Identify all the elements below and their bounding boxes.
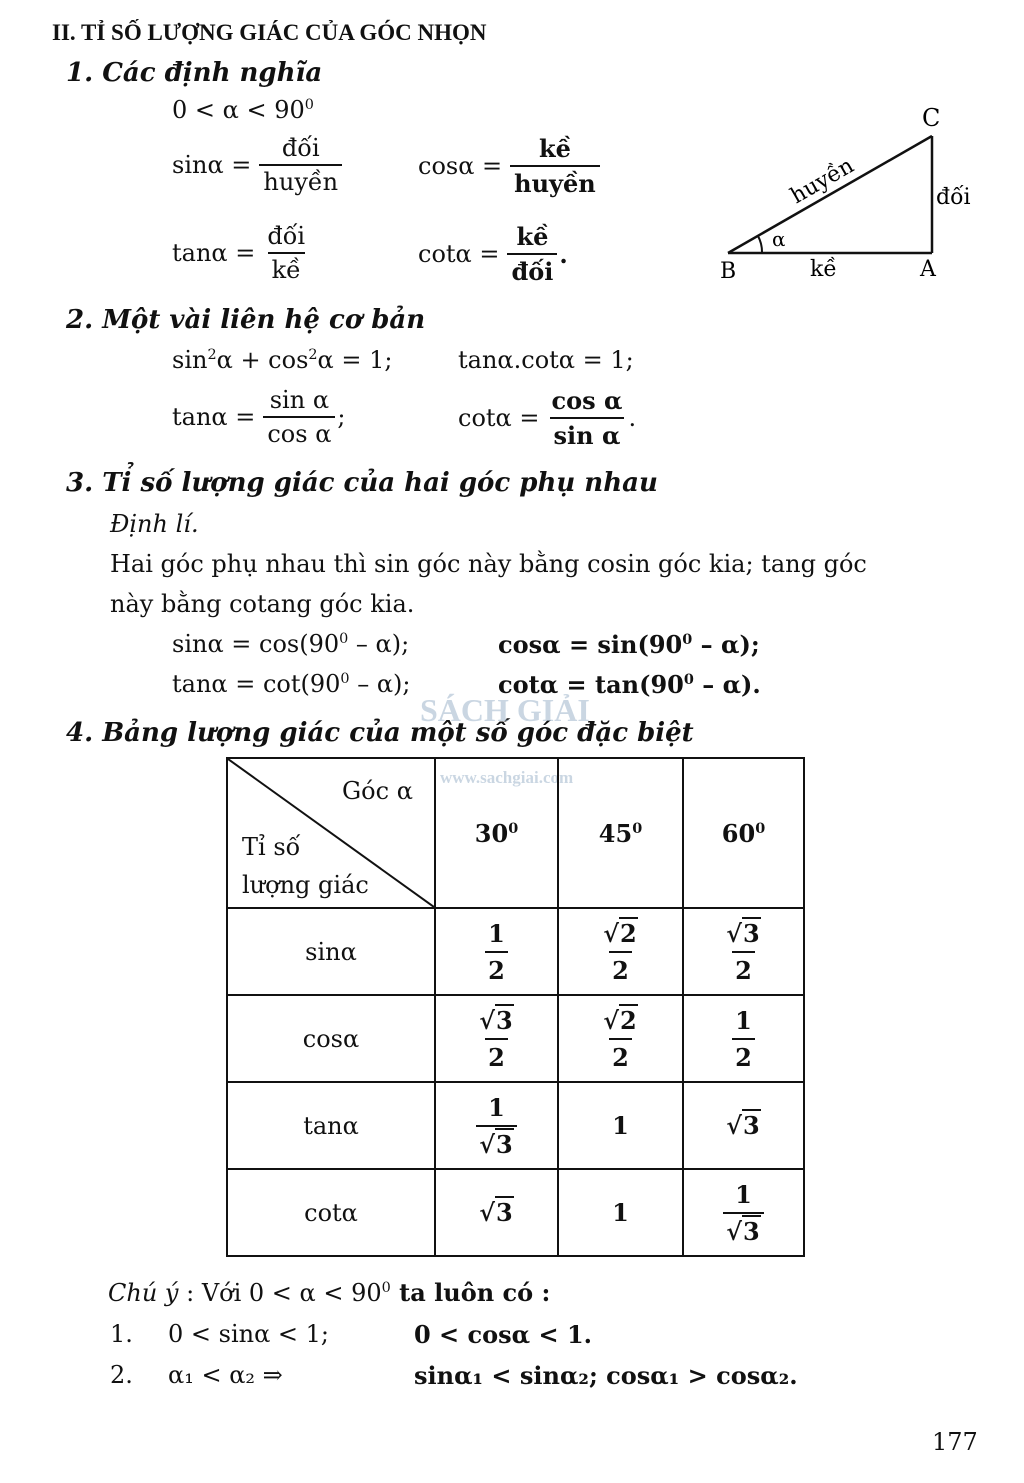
section-title: II. TỈ SỐ LƯỢNG GIÁC CỦA GÓC NHỌN [52, 20, 487, 45]
right-triangle-diagram [700, 100, 990, 300]
note-item-2-premise: α₁ < α₂ ⇒ [168, 1361, 283, 1389]
header-ratio-label-2: lượng giác [242, 871, 369, 899]
table-header-corner [227, 758, 435, 908]
cos-45: $\frac{√2}{2}$ [558, 995, 683, 1082]
cos-30: $\frac{√3}{2}$ [435, 995, 558, 1082]
note-item-1-sin: 0 < sinα < 1; [168, 1320, 330, 1348]
hypotenuse-label: huyền [786, 153, 859, 210]
watermark-url: www.sachgiai.com [440, 768, 574, 787]
header-30: $30^0$ [435, 758, 558, 908]
opposite-label: đối [936, 185, 971, 210]
header-ratio-label-1: Tỉ số [242, 833, 301, 861]
tan-cot-product: tanα.cotα = 1; [458, 346, 634, 374]
cos-definition: cosα = $\frac{\text{kề}}{\text{huyền}}$ [418, 134, 600, 198]
row-label-cos: cosα [227, 995, 435, 1082]
row-label-cot: cotα [227, 1169, 435, 1256]
row-label-sin: sinα [227, 908, 435, 995]
page-number: 177 [932, 1428, 978, 1456]
header-45: $45^0$ [558, 758, 683, 908]
sin-45: $\frac{√2}{2}$ [558, 908, 683, 995]
special-angles-heading: 4. Bảng lượng giác của một số góc đặc biệt [66, 718, 694, 748]
sin-30: $\frac{1}{2}$ [435, 908, 558, 995]
tan-45: 1 [558, 1082, 683, 1169]
angle-range: $0 < \alpha < 90^0$ [172, 96, 314, 124]
cot-complement: $\cot\alpha = \tan(90^0 - \alpha)$. [498, 670, 761, 699]
row-label-tan: tanα [227, 1082, 435, 1169]
table-row [227, 1169, 804, 1256]
pythagorean-identity: $\sin^2\alpha + \cos^2\alpha = 1$; [172, 346, 393, 374]
tan-30: $\frac{1}{√3}$ [435, 1082, 558, 1169]
sin-60: $\frac{√3}{2}$ [683, 908, 804, 995]
alpha-label: α [772, 227, 786, 251]
tan-definition: tanα = $\frac{\text{đối}}{\text{kề}}$ [172, 222, 306, 284]
adjacent-label: kề [810, 257, 837, 282]
vertex-a-label: A [920, 257, 936, 282]
theorem-label: Định lí. [110, 510, 199, 538]
complementary-heading: 3. Tỉ số lượng giác của hai góc phụ nhau [66, 468, 658, 498]
cot-45: 1 [558, 1169, 683, 1256]
note-item-1-number: 1. [110, 1320, 133, 1348]
table-row [227, 908, 804, 995]
table-row [227, 995, 804, 1082]
tan-60: √3 [683, 1082, 804, 1169]
definitions-heading: 1. Các định nghĩa [66, 58, 323, 88]
cot-60: $\frac{1}{√3}$ [683, 1169, 804, 1256]
vertex-c-label: C [922, 104, 941, 132]
table-row [227, 1082, 804, 1169]
cos-60: $\frac{1}{2}$ [683, 995, 804, 1082]
note-line: Chú ý : Với $0 < \alpha < 90^0$ ta luôn có : [108, 1278, 551, 1307]
cot-ratio: cotα = $\frac{\text{cos α}}{\text{sin α}}$ . [458, 386, 637, 450]
tan-complement: $\tan\alpha = \cot(90^0 - \alpha)$; [172, 670, 411, 698]
header-angle-label: Góc α [342, 777, 413, 805]
table-header-row [227, 758, 804, 908]
note-item-2-number: 2. [110, 1361, 133, 1389]
sin-complement: $\sin\alpha = \cos(90^0 - \alpha)$; [172, 630, 410, 658]
special-angles-table [226, 757, 805, 1257]
vertex-b-label: B [720, 259, 737, 284]
note-item-1-cos: 0 < cosα < 1. [414, 1320, 592, 1349]
relations-heading: 2. Một vài liên hệ cơ bản [66, 305, 426, 335]
cos-complement: $\cos\alpha = \sin(90^0 - \alpha)$; [498, 630, 760, 659]
theorem-line-1: Hai góc phụ nhau thì sin góc này bằng cosin góc kia; tang góc [110, 550, 867, 578]
cot-30: √3 [435, 1169, 558, 1256]
sin-definition: sinα = $\frac{\text{đối}}{\text{huyền}}$ [172, 134, 342, 196]
note-item-2-conclusion: sinα₁ < sinα₂; cosα₁ > cosα₂. [414, 1361, 798, 1390]
header-60: $60^0$ [683, 758, 804, 908]
watermark-logo: SÁCH GIẢI [420, 692, 590, 728]
theorem-line-2: này bằng cotang góc kia. [110, 590, 415, 618]
tan-ratio: tanα = $\frac{\text{sin α}}{\text{cos α}}$ ; [172, 386, 346, 448]
cot-definition: cotα = $\frac{\text{kề}}{\text{đối}}$ . [418, 222, 568, 286]
